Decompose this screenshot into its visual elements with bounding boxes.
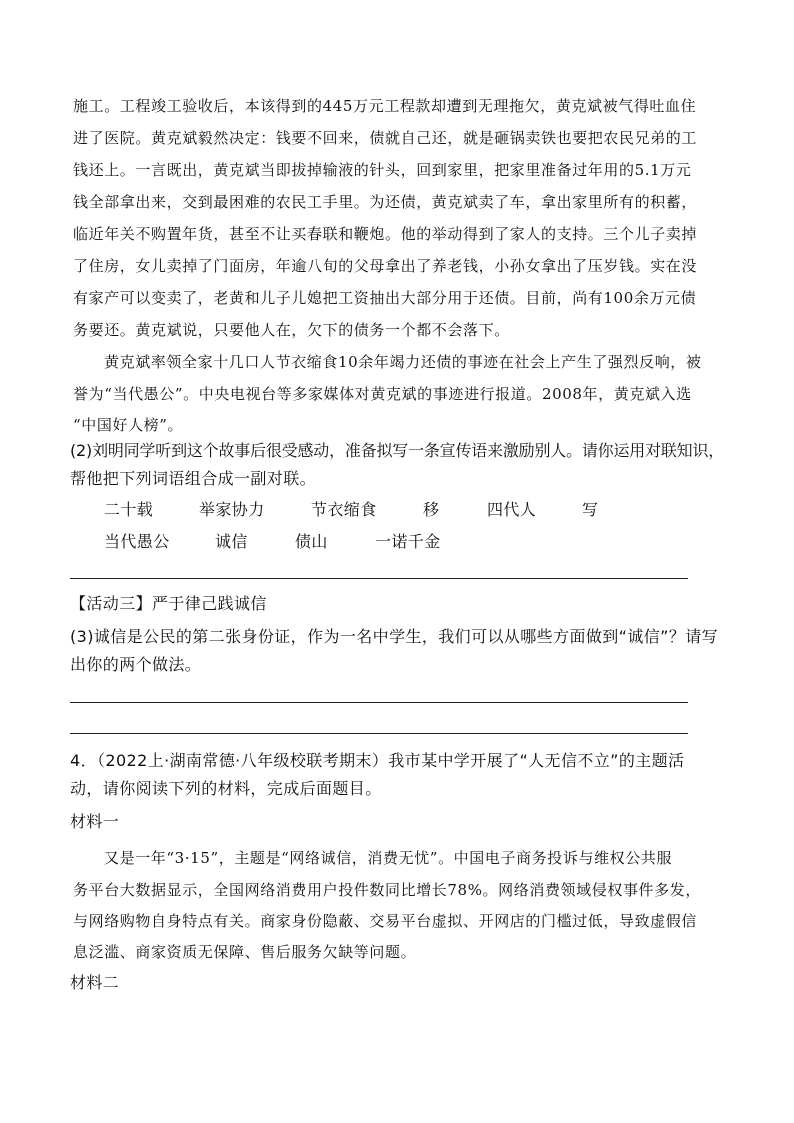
material-2-label: 材料二 (70, 973, 120, 992)
word-bank-item: 诚信 (215, 532, 248, 551)
answer-line[interactable] (70, 702, 688, 703)
word-bank-item: 举家协力 (199, 500, 265, 519)
question-4-text: 动，请你阅读下列的材料，完成后面题目。 (70, 779, 382, 798)
story-line: 务要还。黄克斌说，只要他人在，欠下的债务一个都不会落下。 (73, 321, 510, 339)
question-3-text: (3)诚信是公民的第二张身份证，作为一名中学生，我们可以从哪些方面做到“诚信”？请写 (70, 627, 719, 646)
material-1-line: 务平台大数据显示，全国网络消费用户投件数同比增长78%。网络消费领域侵权事件多发， (73, 881, 701, 899)
story-line: 钱全部拿出来，交到最困难的农民工手里。为还债，黄克斌卖了车，拿出家里所有的积蓄， (73, 193, 698, 211)
answer-line[interactable] (70, 578, 688, 579)
material-1-line: 与网络购物自身特点有关。商家身份隐蔽、交易平台虚拟、开网店的门槛过低，导致虚假信 (73, 912, 698, 930)
story-line: “中国好人榜”。 (73, 416, 184, 434)
question-4-text: 4．（2022上·湖南常德·八年级校联考期末）我市某中学开展了“人无信不立”的主题活 (70, 751, 685, 770)
question-3-text: 出你的两个做法。 (70, 655, 202, 674)
material-1-line: 又是一年“3·15”，主题是“网络诚信，消费无忧”。中国电子商务投诉与维权公共服 (104, 849, 673, 867)
material-1-label: 材料一 (70, 812, 120, 831)
question-2-text: (2)刘明同学听到这个故事后很受感动，准备拟写一条宣传语来激励别人。请你运用对联知识， (70, 441, 725, 460)
word-bank-item: 写 (582, 500, 599, 519)
story-line: 了住房，女儿卖掉了门面房，年逾八旬的父母拿出了养老钱，小孙女拿出了压岁钱。实在没 (73, 257, 698, 275)
story-line: 黄克斌率领全家十几口人节衣缩食10余年竭力还债的事迹在社会上产生了强烈反响，被 (104, 353, 702, 371)
word-bank-item: 节衣缩食 (311, 500, 377, 519)
story-line: 进了医院。黄克斌毅然决定：钱要不回来，债就自己还，就是砸锅卖铁也要把农民兄弟的工 (73, 129, 698, 147)
word-bank-item: 一诺千金 (375, 532, 441, 551)
word-bank-item: 债山 (295, 532, 328, 551)
word-bank-item: 移 (423, 500, 440, 519)
story-line: 誉为“当代愚公”。中央电视台等多家媒体对黄克斌的事迹进行报道。2008年，黄克斌入选 (73, 385, 692, 403)
word-bank-item: 四代人 (487, 500, 537, 519)
answer-line[interactable] (70, 733, 688, 734)
story-line: 钱还上。一言既出，黄克斌当即拔掉输液的针头，回到家里，把家里准备过年用的5.1万元 (73, 161, 692, 179)
question-2-text: 帮他把下列词语组合成一副对联。 (70, 469, 317, 488)
material-1-line: 息泛滥、商家资质无保障、售后服务欠缺等问题。 (73, 943, 417, 961)
activity-3-title: 【活动三】严于律己践诚信 (70, 594, 267, 613)
story-line: 施工。工程竣工验收后，本该得到的445万元工程款却遭到无理拖欠，黄克斌被气得吐血住 (73, 97, 697, 115)
word-bank-item: 当代愚公 (104, 532, 170, 551)
story-line: 临近年关不购置年货，甚至不让买春联和鞭炮。他的举动得到了家人的支持。三个儿子卖掉 (73, 225, 698, 243)
story-line: 有家产可以变卖了，老黄和儿子儿媳把工资抽出大部分用于还债。目前，尚有100余万元债 (73, 289, 697, 307)
word-bank-item: 二十载 (104, 500, 154, 519)
